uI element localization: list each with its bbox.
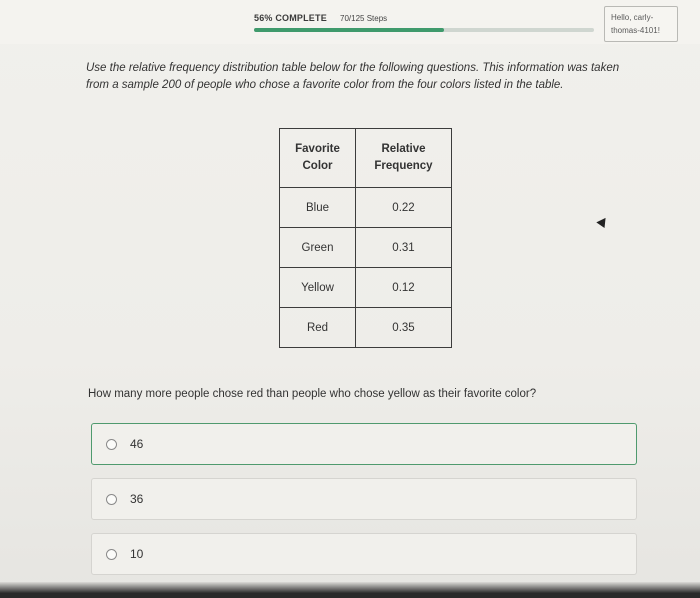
header-bar [0, 0, 700, 44]
header-text: Frequency [374, 160, 433, 172]
answer-label: 46 [130, 437, 144, 451]
table-row [280, 188, 452, 228]
progress-bar [254, 28, 594, 32]
answer-option-10[interactable] [91, 533, 637, 575]
question-prompt: Use the relative frequency distribution table below for the following questions. This information was taken from a sample 200 of people who chose a favorite color from the four colors listed in the table. [86, 62, 620, 91]
screen-bottom-edge [0, 582, 700, 598]
table-cell-color: Yellow [280, 268, 356, 308]
table-header-row [280, 129, 452, 188]
mouse-cursor-icon [596, 215, 609, 228]
table-cell-frequency: 0.31 [356, 228, 452, 268]
header-text: Color [302, 160, 333, 172]
table-row [280, 268, 452, 308]
steps-count-label: 70/125 Steps [340, 14, 388, 23]
user-greeting-line: Hello, carly- [611, 13, 654, 22]
radio-button[interactable] [106, 549, 117, 560]
table-header-favorite-color [280, 129, 356, 188]
user-name-line: thomas-4101! [611, 26, 660, 35]
answer-label: 10 [130, 547, 144, 561]
table-cell-frequency: 0.22 [356, 188, 452, 228]
progress-bar-fill [254, 28, 444, 32]
table-cell-color: Blue [280, 188, 356, 228]
radio-button[interactable] [106, 439, 117, 450]
table-cell-frequency: 0.12 [356, 268, 452, 308]
question-text: How many more people chose red than people who chose yellow as their favorite color? [88, 388, 537, 400]
table-header-relative-frequency [356, 129, 452, 188]
header-text: Relative [381, 143, 426, 155]
table-row [280, 308, 452, 348]
table-cell-frequency: 0.35 [356, 308, 452, 348]
answer-option-36[interactable] [91, 478, 637, 520]
answer-label: 36 [130, 492, 144, 506]
table-cell-color: Red [280, 308, 356, 348]
user-greeting-box[interactable] [604, 6, 678, 42]
header-text: Favorite [295, 143, 340, 155]
table-cell-color: Green [280, 228, 356, 268]
radio-button[interactable] [106, 494, 117, 505]
table-row [280, 228, 452, 268]
answer-option-46[interactable] [91, 423, 637, 465]
frequency-table [279, 128, 452, 348]
progress-percent-label: 56% COMPLETE [254, 13, 327, 23]
